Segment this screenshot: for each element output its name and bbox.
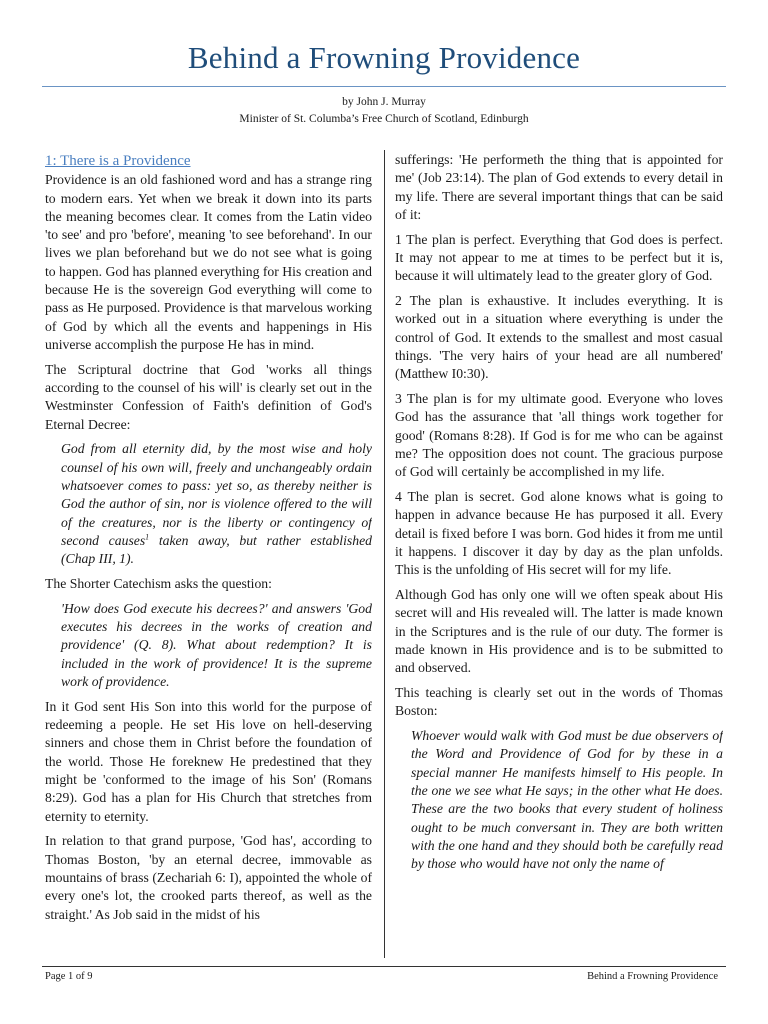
paragraph: Providence is an old fashioned word and has a strange ring to modern ears. Yet when we break it down into its parts the meaning becomes clear. It comes from the Latin video 'to see' and pro 'before', meaning 'to see beforehand'. In our lives we plan beforehand but we do not see what is going to happen. God has planned everything for His creation and because He is the sovereign God everything will come to pass as He purposed. Providence is that marvelous working of God by which all the events and happenings in His universe accomplish the purpose He has in mind.	[45, 172, 372, 352]
footnote-marker[interactable]: 1	[145, 532, 150, 542]
footer-divider	[42, 966, 726, 967]
paragraph: sufferings: 'He performeth the thing that is appointed for me' (Job 23:14). The plan of God extends to every detail in my life. There are several important things that can be said of it:	[395, 152, 723, 222]
quote-text: God from all eternity did, by the most wise and holy counsel of his own will, freely and unchangeably ordain whatsoever comes to pass: yet so, as thereby neither is God the author of sin, nor is violence offered to the will of the creatures, nor is the liberty or contingency of second causes	[61, 441, 372, 548]
paragraph: In it God sent His Son into this world for the purpose of redeeming a people. He set His love on hell-deserving sinners and chose them in Christ before the foundation of the world. Those He foreknew He predestined that they might be 'conformed to the image of his Son' (Romans 8:29). God has a plan for His Church that stretches from eternity to eternity.	[45, 698, 372, 824]
boston-quote: Whoever would walk with God must be due observers of the Word and Providence of God for by these in a special manner He manifests himself to His people. In the one we see what He says; in the other what He does. These are the two books that every student of holiness ought to be much conversant in. They are both written with the one hand and they should both be carefully read by those who would have not only the name of	[411, 728, 723, 872]
paragraph: In relation to that grand purpose, 'God has', according to Thomas Boston, 'by an eternal decree, immovable as mountains of brass (Zechariah 6: I), appointed the whole of every one's lot, the crooked parts thereof, as well as the straight.' As Job said in the midst of his	[45, 833, 372, 922]
paragraph: The Scriptural doctrine that God 'works all things according to the counsel of his will' is clearly set out in the Westminster Confession of Faith's definition of God's Eternal Decree:	[45, 361, 372, 432]
left-column	[45, 150, 372, 960]
author-role: Minister of St. Columba’s Free Church of Scotland, Edinburgh	[239, 113, 529, 125]
byline	[0, 94, 768, 128]
catechism-quote: 'How does God execute his decrees?' and answers 'God executes his decrees in the works of creation and providence' (Q. 8). What about redemption? It is included in the work of providence! It is the supreme work of providence.	[61, 600, 372, 690]
paragraph: The Shorter Catechism asks the question:	[45, 576, 272, 592]
title-divider	[42, 86, 726, 87]
paragraph: Although God has only one will we often speak about His secret will and His revealed will. The latter is made known in the Scriptures and is the rule of our duty. The former is made known in His providence and is to be submitted to and observed.	[395, 587, 723, 676]
paragraph: 2 The plan is exhaustive. It includes everything. It is worked out in a situation where everything is under the control of God. It extends to the smallest and most casual things. 'The very hairs of your head are all numbered' (Matthew I0:30).	[395, 293, 723, 382]
paragraph: 1 The plan is perfect. Everything that God does is perfect. It may not appear to me at times to be perfect but it is, because it will ultimately lead to the greater glory of God.	[395, 231, 723, 284]
page-title: Behind a Frowning Providence	[187, 40, 581, 75]
paragraph: This teaching is clearly set out in the words of Thomas Boston:	[395, 685, 723, 719]
column-divider	[384, 150, 385, 958]
right-column	[395, 151, 723, 961]
page-number: Page 1 of 9	[45, 971, 93, 982]
footer-title: Behind a Frowning Providence	[587, 971, 718, 982]
confession-quote	[61, 440, 372, 568]
paragraph: 3 The plan is for my ultimate good. Everyone who loves God has the assurance that 'all things work together for good' (Romans 8:28). If God is for me who can be against me? The opposition does not count. The gracious purpose of God will certainly be accomplished in my life.	[395, 391, 723, 480]
quote-text: taken away, but rather established (Chap III, 1).	[61, 532, 372, 567]
section-heading: 1: There is a Providence	[45, 153, 191, 169]
paragraph: 4 The plan is secret. God alone knows what is going to happen in advance because He has purposed it all. Every detail is fixed before I was born. God hides it from me until it happens. I discover it day by day as the plan unfolds. This is the unfolding of His secret will for my life.	[395, 489, 723, 578]
author-name: by John J. Murray	[342, 96, 426, 108]
